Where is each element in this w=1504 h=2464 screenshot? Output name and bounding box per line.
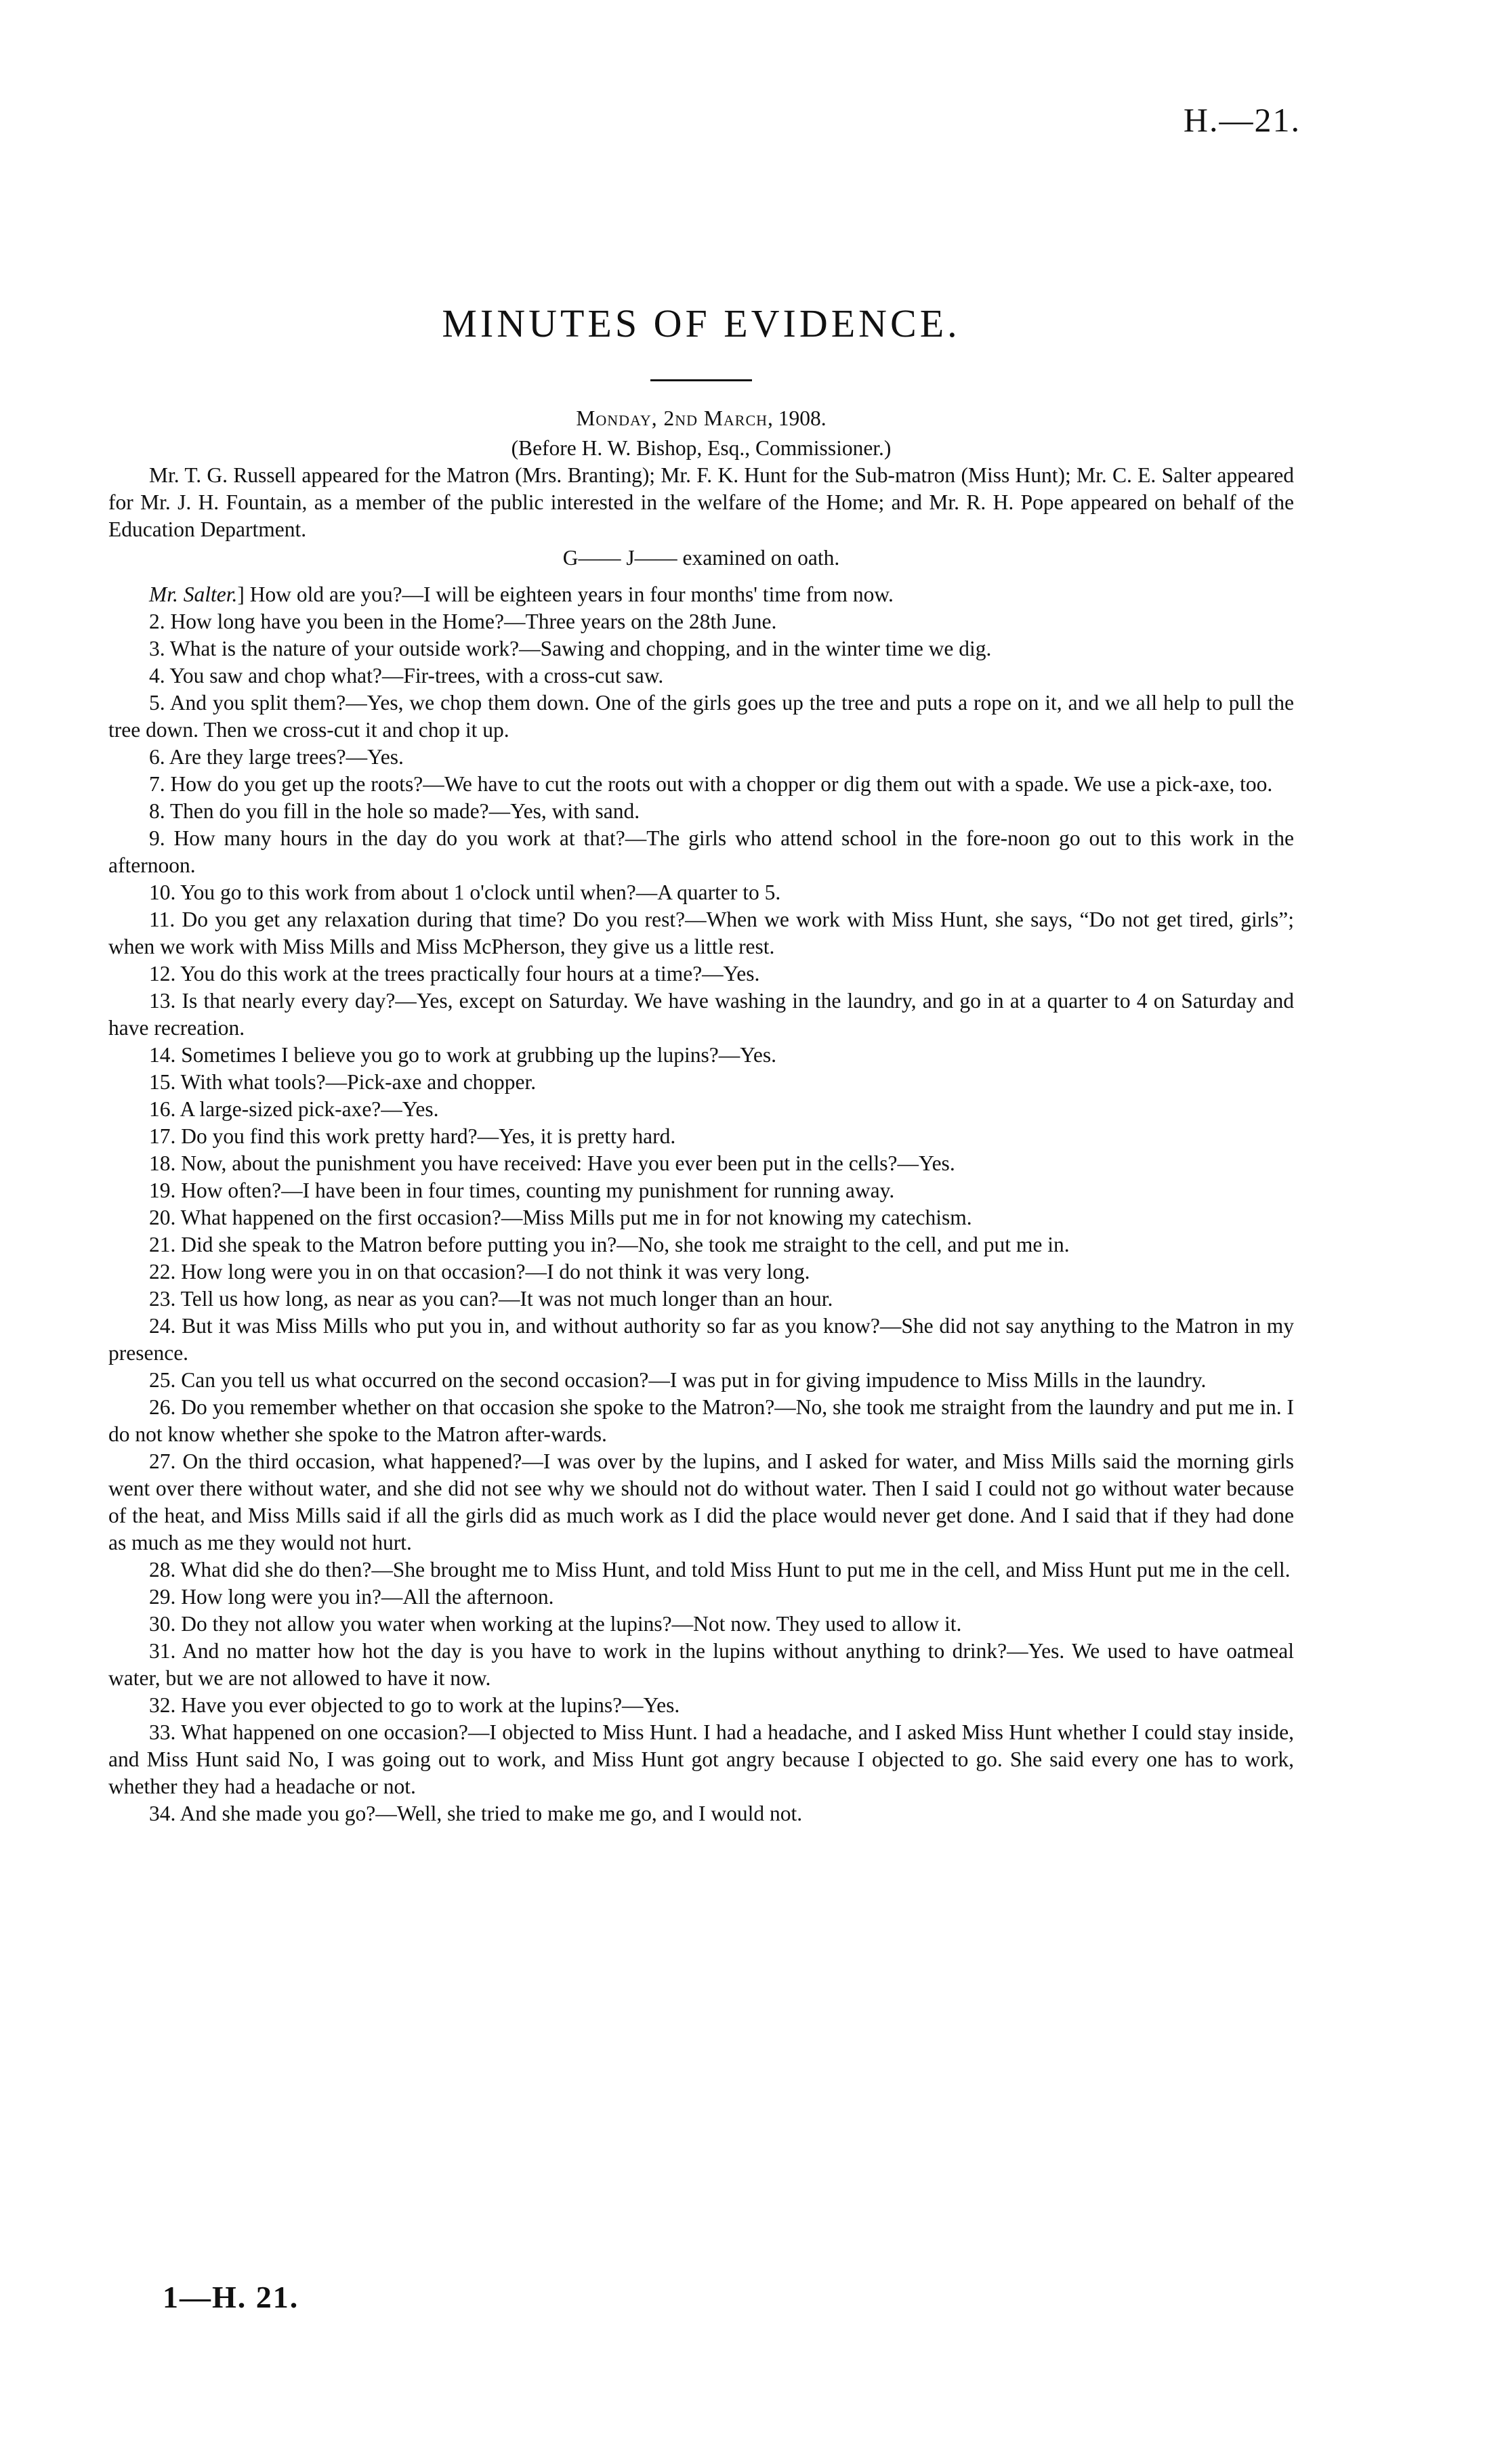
- question-item: 15. With what tools?—Pick-axe and chopper.: [149, 1070, 537, 1094]
- question-1: [108, 581, 1294, 608]
- question-item: 2. How long have you been in the Home?—Three years on the 28th June.: [149, 610, 777, 633]
- question-item: 13. Is that nearly every day?—Yes, except on Saturday. We have washing in the laundry, and go in at a quarter to 4 on Saturday and have recreation.: [108, 989, 1294, 1040]
- question-item: 17. Do you find this work pretty hard?—Yes, it is pretty hard.: [149, 1124, 676, 1148]
- opening-speaker: Mr. Salter.: [149, 582, 238, 606]
- question-item: 3. What is the nature of your outside work?—Sawing and chopping, and in the winter time we dig.: [149, 637, 992, 660]
- question-item: 10. You go to this work from about 1 o'clock until when?—A quarter to 5.: [149, 880, 781, 904]
- question-item: 8. Then do you fill in the hole so made?—Yes, with sand.: [149, 799, 640, 823]
- appearances-paragraph: Mr. T. G. Russell appeared for the Matron (Mrs. Branting); Mr. F. K. Hunt for the Sub-matron (Miss Hunt); Mr. C. E. Salter appeared for Mr. J. H. Fountain, as a member of the public interested in the welfare of the Home; and Mr. R. H. Pope appeared on behalf of the Education Department.: [108, 463, 1294, 541]
- witness-text: examined on oath.: [682, 546, 840, 570]
- title-divider: [650, 379, 752, 381]
- date-year: , 1908.: [768, 406, 827, 430]
- witness-last: J——: [626, 546, 677, 570]
- question-item: 33. What happened on one occasion?—I objected to Miss Hunt. I had a headache, and I asked Miss Hunt whether I could stay inside, and Miss Hunt said No, I was going out to work, and Miss Hunt got angry because I objected to go. She said every one has to work, whether they had a headache or not.: [108, 1720, 1294, 1798]
- question-item: 25. Can you tell us what occurred on the second occasion?—I was put in for giving impudence to Miss Mills in the laundry.: [149, 1368, 1207, 1392]
- question-item: 4. You saw and chop what?—Fir-trees, with a cross-cut saw.: [149, 664, 664, 687]
- question-item: 7. How do you get up the roots?—We have to cut the roots out with a chopper or dig them out with a spade. We use a pick-axe, too.: [149, 772, 1273, 796]
- question-item: 23. Tell us how long, as near as you can?—It was not much longer than an hour.: [149, 1287, 833, 1311]
- question-item: 19. How often?—I have been in four times, counting my punishment for running away.: [149, 1178, 895, 1202]
- question-item: 6. Are they large trees?—Yes.: [149, 745, 404, 769]
- question-item: 30. Do they not allow you water when working at the lupins?—Not now. They used to allow it.: [149, 1612, 962, 1636]
- before-line: (Before H. W. Bishop, Esq., Commissioner.): [511, 436, 892, 460]
- question-item: 9. How many hours in the day do you work at that?—The girls who attend school in the fore-noon go out to this work in the afternoon.: [108, 826, 1294, 877]
- witness-first: G——: [562, 546, 621, 570]
- question-item: 28. What did she do then?—She brought me to Miss Hunt, and told Miss Hunt to put me in the cell, and Miss Hunt put me in the cell.: [149, 1558, 1291, 1581]
- question-item: 24. But it was Miss Mills who put you in, and without authority so far as you know?—She did not say anything to the Matron in my presence.: [108, 1314, 1294, 1365]
- question-item: 27. On the third occasion, what happened?—I was over by the lupins, and I asked for water, and Miss Mills said the morning girls went over there without water, and she did not see why we should not do without water. Then I said I could not go without water because of the heat, and Miss Mills said if all the girls did as much work as I did the place would never get done. And I said that if they had done as much as me they would not hurt.: [108, 1449, 1294, 1554]
- page-title: MINUTES OF EVIDENCE.: [442, 301, 961, 345]
- question-item: 31. And no matter how hot the day is you have to work in the lupins without anything to drink?—Yes. We used to have oatmeal water, but we are not allowed to have it now.: [108, 1639, 1294, 1690]
- question-item: 26. Do you remember whether on that occasion she spoke to the Matron?—No, she took me straight from the laundry and put me in. I do not know whether she spoke to the Matron after-wards.: [108, 1395, 1294, 1446]
- question-item: 32. Have you ever objected to go to work at the lupins?—Yes.: [149, 1693, 680, 1717]
- question-item: 14. Sometimes I believe you go to work at grubbing up the lupins?—Yes.: [149, 1043, 776, 1067]
- question-item: 22. How long were you in on that occasion?—I do not think it was very long.: [149, 1260, 810, 1283]
- page-footer-reference: 1—H. 21.: [163, 2280, 299, 2314]
- date-day: Monday: [576, 406, 652, 430]
- document-page: [108, 0, 1301, 2464]
- question-item: 18. Now, about the punishment you have received: Have you ever been put in the cells?—Yes.: [149, 1151, 955, 1175]
- question-item: 11. Do you get any relaxation during that time? Do you rest?—When we work with Miss Hunt, she says, “Do not get tired, girls”; when we work with Miss Mills and Miss McPherson, they give us a little rest.: [108, 908, 1294, 958]
- question-item: 20. What happened on the first occasion?—Miss Mills put me in for not knowing my catechism.: [149, 1206, 972, 1229]
- date-line: [108, 405, 1294, 432]
- page-header-reference: H.—21.: [1183, 101, 1301, 139]
- question-item: 16. A large-sized pick-axe?—Yes.: [149, 1097, 439, 1121]
- question-item: 5. And you split them?—Yes, we chop them down. One of the girls goes up the tree and puts a rope on it, and we all help to pull the tree down. Then we cross-cut it and chop it up.: [108, 691, 1294, 742]
- opening-text: ] How old are you?—I will be eighteen years in four months' time from now.: [237, 582, 894, 606]
- question-item: 12. You do this work at the trees practically four hours at a time?—Yes.: [149, 962, 760, 985]
- question-list: [108, 608, 1294, 1827]
- document-body: [108, 405, 1294, 1827]
- witness-line: [108, 545, 1294, 572]
- question-item: 29. How long were you in?—All the afternoon.: [149, 1585, 554, 1609]
- question-item: 34. And she made you go?—Well, she tried to make me go, and I would not.: [149, 1802, 803, 1825]
- question-item: 21. Did she speak to the Matron before putting you in?—No, she took me straight to the cell, and put me in.: [149, 1233, 1070, 1256]
- date-date: , 2nd March: [651, 406, 768, 430]
